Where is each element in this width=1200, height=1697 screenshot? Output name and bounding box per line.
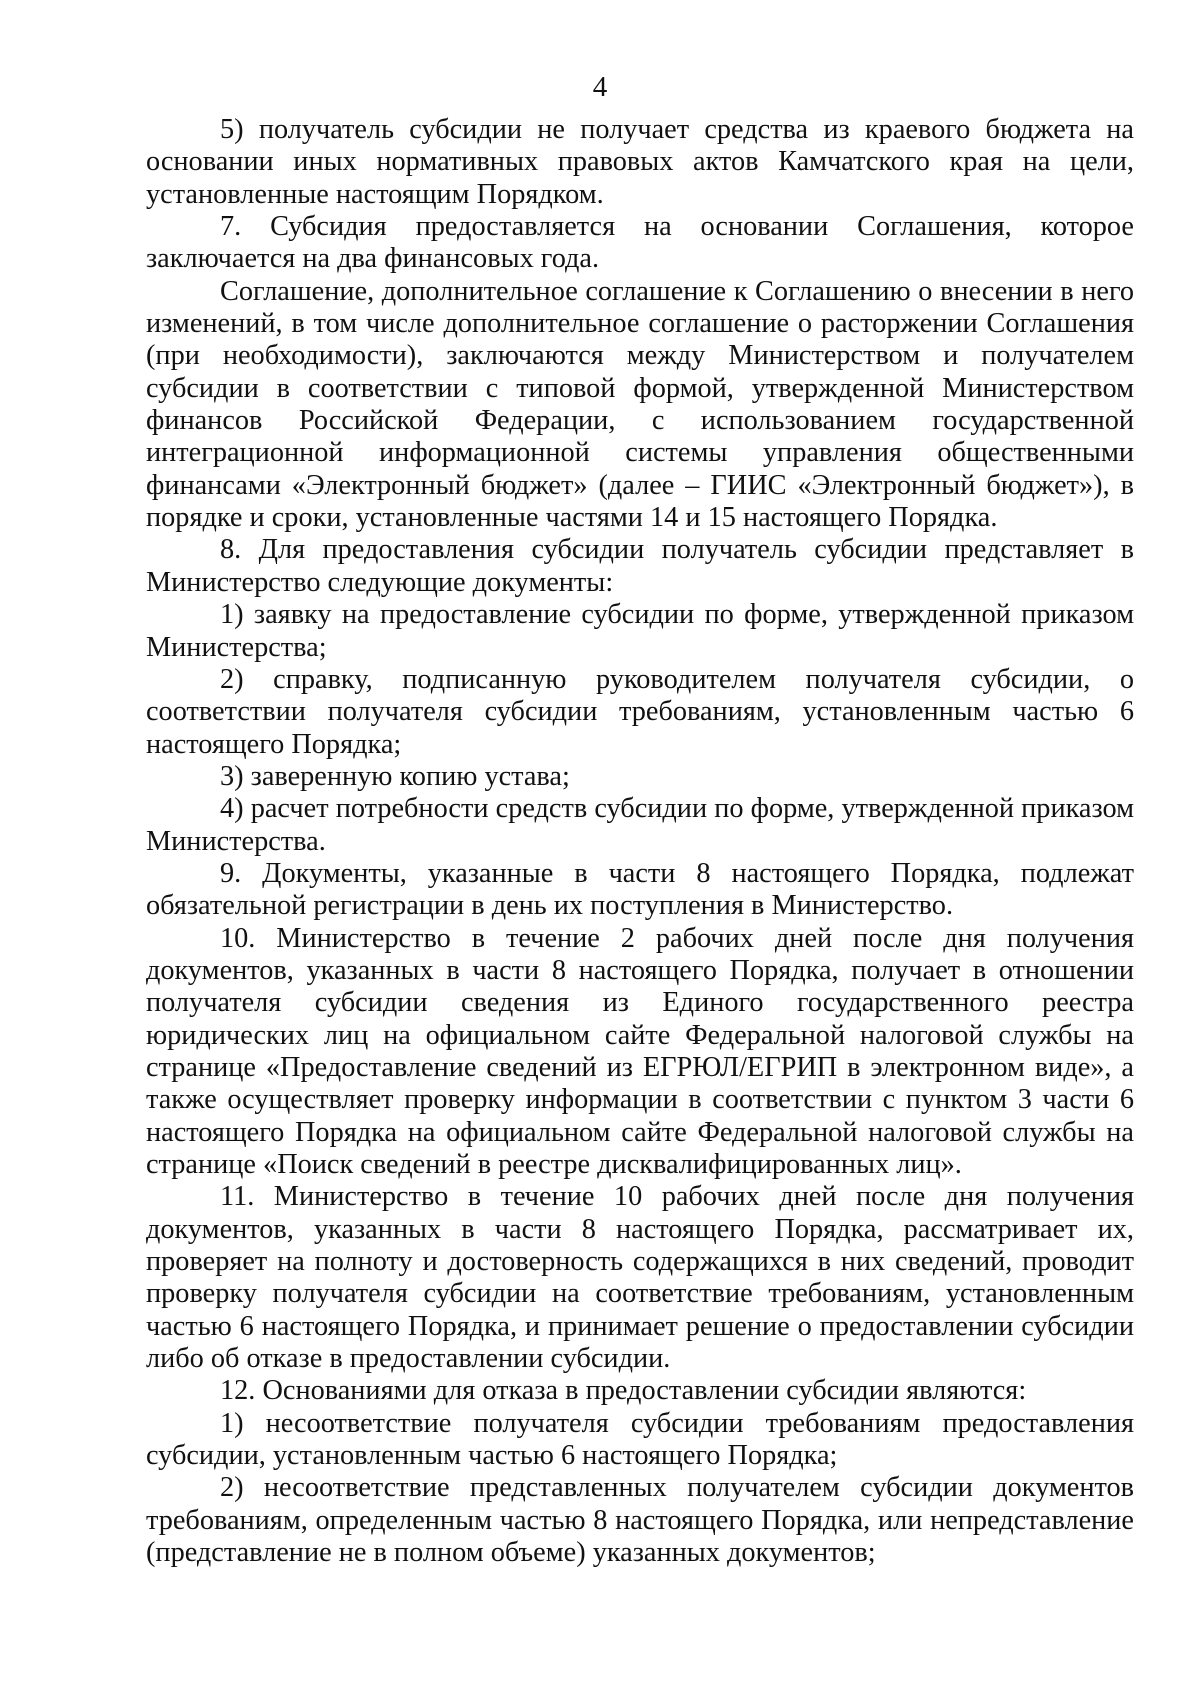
paragraph-part-11: 11. Министерство в течение 10 рабочих дней после дня получения документов, указанных в части 8 настоящего Порядка, рассматривает их, проверяет на полноту и достоверность содержащихся в них сведений, проводит проверку получателя субсидии на соответствие требованиям, установленным частью 6 настоящего Порядка, и принимает решение о предоставлении субсидии либо об отказе в предоставлении субсидии. bbox=[146, 1181, 1134, 1375]
paragraph-part-9: 9. Документы, указанные в части 8 настоящего Порядка, подлежат обязательной регистрации в день их поступления в Министерство. bbox=[146, 857, 1134, 922]
paragraph-part-10: 10. Министерство в течение 2 рабочих дней после дня получения документов, указанных в части 8 настоящего Порядка, получает в отношении получателя субсидии сведения из Единого государственного реестра юридических лиц на официальном сайте Федеральной налоговой службы на странице «Предоставление сведений из ЕГРЮЛ/ЕГРИП в электронном виде», а также осуществляет проверку информации в соответствии с пунктом 3 части 6 настоящего Порядка на официальном сайте Федеральной налоговой службы на странице «Поиск сведений в реестре дисквалифицированных лиц». bbox=[146, 922, 1134, 1180]
paragraph-agreement: Соглашение, дополнительное соглашение к Соглашению о внесении в него изменений, в том числе дополнительное соглашение о расторжении Соглашения (при необходимости), заключаются между Министерством и получателем субсидии в соответствии с типовой формой, утвержденной Министерством финансов Российской Федерации, с использованием государственной интеграционной информационной системы управления общественными финансами «Электронный бюджет» (далее – ГИИС «Электронный бюджет»), в порядке и сроки, установленные частями 14 и 15 настоящего Порядка. bbox=[146, 275, 1134, 534]
paragraph-part-8-item-4: 4) расчет потребности средств субсидии по форме, утвержденной приказом Министерства. bbox=[146, 793, 1134, 857]
paragraph-part-8: 8. Для предоставления субсидии получатель субсидии представляет в Министерство следующие документы: bbox=[146, 534, 1134, 598]
document-body bbox=[146, 114, 1134, 1569]
paragraph-part-12-item-2: 2) несоответствие представленных получателем субсидии документов требованиям, определенным частью 8 настоящего Порядка, или непредставление (представление не в полном объеме) указанных документов; bbox=[146, 1472, 1134, 1569]
paragraph-part-7: 7. Субсидия предоставляется на основании Соглашения, которое заключается на два финансовых года. bbox=[146, 211, 1134, 275]
paragraph-part-12-item-1: 1) несоответствие получателя субсидии требованиям предоставления субсидии, установленным частью 6 настоящего Порядка; bbox=[146, 1407, 1134, 1472]
paragraph-part-8-item-1: 1) заявку на предоставление субсидии по форме, утвержденной приказом Министерства; bbox=[146, 599, 1134, 663]
paragraph-part-12: 12. Основаниями для отказа в предоставлении субсидии являются: bbox=[220, 1375, 1027, 1407]
paragraph-item-5: 5) получатель субсидии не получает средства из краевого бюджета на основании иных нормативных правовых актов Камчатского края на цели, установленные настоящим Порядком. bbox=[146, 114, 1134, 210]
paragraph-part-8-item-2: 2) справку, подписанную руководителем получателя субсидии, о соответствии получателя субсидии требованиям, установленным частью 6 настоящего Порядка; bbox=[146, 663, 1134, 760]
page-number: 4 bbox=[592, 71, 608, 103]
paragraph-part-8-item-3: 3) заверенную копию устава; bbox=[220, 760, 570, 792]
